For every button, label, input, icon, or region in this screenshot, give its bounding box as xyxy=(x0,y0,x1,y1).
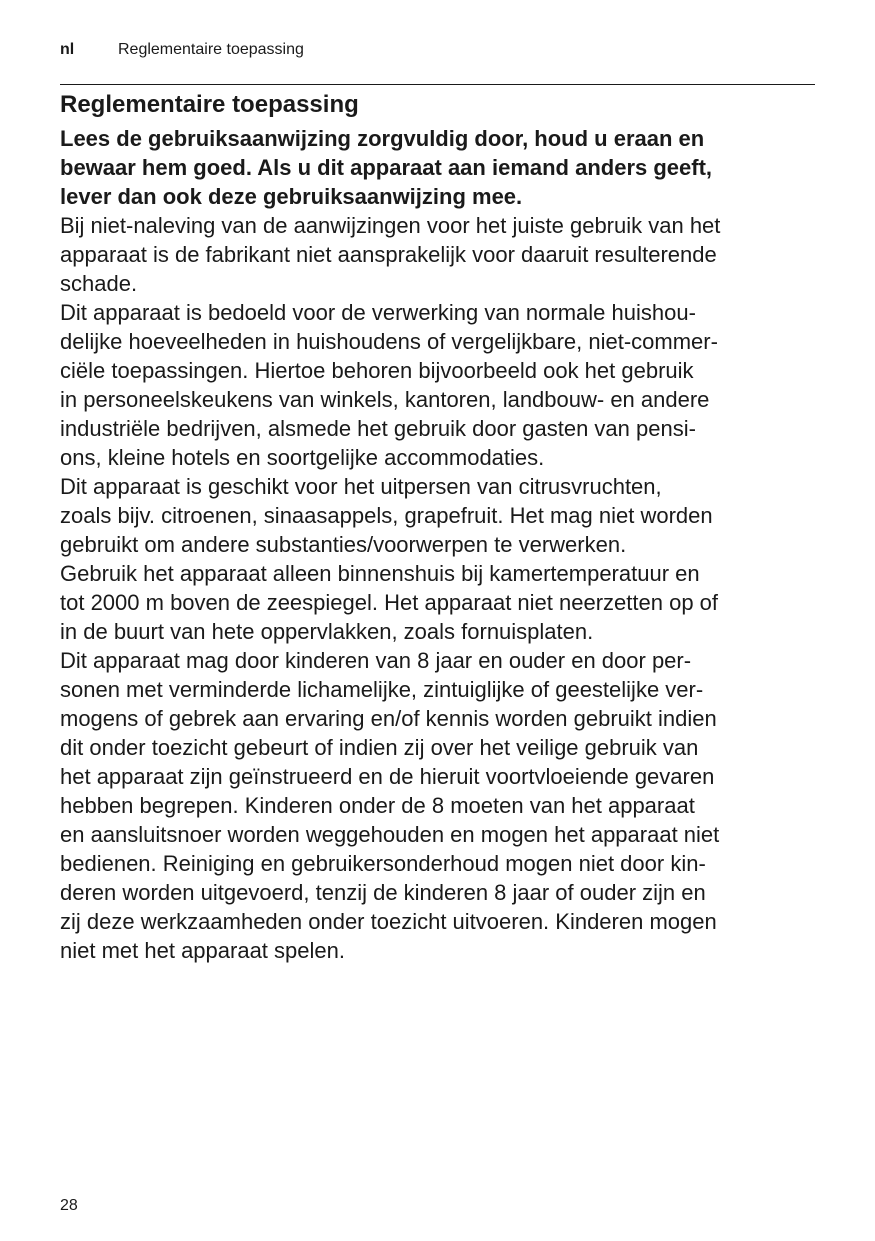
paragraph-line: niet met het apparaat spelen. xyxy=(60,938,345,963)
paragraph-line: tot 2000 m boven de zeespiegel. Het apparaat niet neerzetten op of xyxy=(60,590,719,615)
paragraph-line: ciële toepassingen. Hiertoe behoren bijvoorbeeld ook het gebruik xyxy=(60,358,694,383)
paragraph-children xyxy=(60,646,820,965)
paragraph-line: Dit apparaat is geschikt voor het uitpersen van citrusvruchten, xyxy=(60,474,662,499)
header-divider xyxy=(60,84,815,85)
paragraph-line: Dit apparaat is bedoeld voor de verwerking van normale huishou- xyxy=(60,300,696,325)
header-section-title: Reglementaire toepassing xyxy=(118,41,304,58)
paragraph-line: in personeelskeukens van winkels, kantoren, landbouw- en andere xyxy=(60,387,710,412)
paragraph-line: sonen met verminderde lichamelijke, zintuiglijke of geestelijke ver- xyxy=(60,677,704,702)
paragraph-line: Bij niet-naleving van de aanwijzingen voor het juiste gebruik van het xyxy=(60,213,721,238)
paragraph-line: ons, kleine hotels en soortgelijke accommodaties. xyxy=(60,445,545,470)
paragraph-line: en aansluitsnoer worden weggehouden en mogen het apparaat niet xyxy=(60,822,720,847)
intro-line: lever dan ook deze gebruiksaanwijzing mee. xyxy=(60,184,523,209)
paragraph-line: delijke hoeveelheden in huishoudens of vergelijkbare, niet-commer- xyxy=(60,329,718,354)
language-code: nl xyxy=(60,41,75,58)
paragraph-line: zij deze werkzaamheden onder toezicht uitvoeren. Kinderen mogen xyxy=(60,909,717,934)
intro-warning xyxy=(60,124,820,211)
intro-line: bewaar hem goed. Als u dit apparaat aan iemand anders geeft, xyxy=(60,155,713,180)
main-content xyxy=(60,90,820,965)
paragraph-intended-use xyxy=(60,298,820,472)
page-number: 28 xyxy=(60,1197,78,1214)
paragraph-line: apparaat is de fabrikant niet aansprakelijk voor daaruit resulterende xyxy=(60,242,717,267)
paragraph-line: Gebruik het apparaat alleen binnenshuis bij kamertemperatuur en xyxy=(60,561,700,586)
paragraph-indoor-use xyxy=(60,559,820,646)
paragraph-line: Dit apparaat mag door kinderen van 8 jaar en ouder en door per- xyxy=(60,648,692,673)
paragraph-line: dit onder toezicht gebeurt of indien zij over het veilige gebruik van xyxy=(60,735,699,760)
paragraph-line: deren worden uitgevoerd, tenzij de kinderen 8 jaar of ouder zijn en xyxy=(60,880,706,905)
paragraph-line: mogens of gebrek aan ervaring en/of kennis worden gebruikt indien xyxy=(60,706,717,731)
section-title: Reglementaire toepassing xyxy=(60,91,359,118)
paragraph-line: schade. xyxy=(60,271,138,296)
paragraph-citrus xyxy=(60,472,820,559)
paragraph-line: hebben begrepen. Kinderen onder de 8 moeten van het apparaat xyxy=(60,793,695,818)
paragraph-line: industriële bedrijven, alsmede het gebruik door gasten van pensi- xyxy=(60,416,696,441)
paragraph-line: zoals bijv. citroenen, sinaasappels, grapefruit. Het mag niet worden xyxy=(60,503,713,528)
paragraph-line: het apparaat zijn geïnstrueerd en de hieruit voortvloeiende gevaren xyxy=(60,764,715,789)
paragraph-line: in de buurt van hete oppervlakken, zoals fornuisplaten. xyxy=(60,619,594,644)
intro-line: Lees de gebruiksaanwijzing zorgvuldig door, houd u eraan en xyxy=(60,126,705,151)
paragraph-line: gebruikt om andere substanties/voorwerpen te verwerken. xyxy=(60,532,627,557)
paragraph-liability xyxy=(60,211,820,298)
paragraph-line: bedienen. Reiniging en gebruikersonderhoud mogen niet door kin- xyxy=(60,851,706,876)
running-header xyxy=(60,40,304,60)
